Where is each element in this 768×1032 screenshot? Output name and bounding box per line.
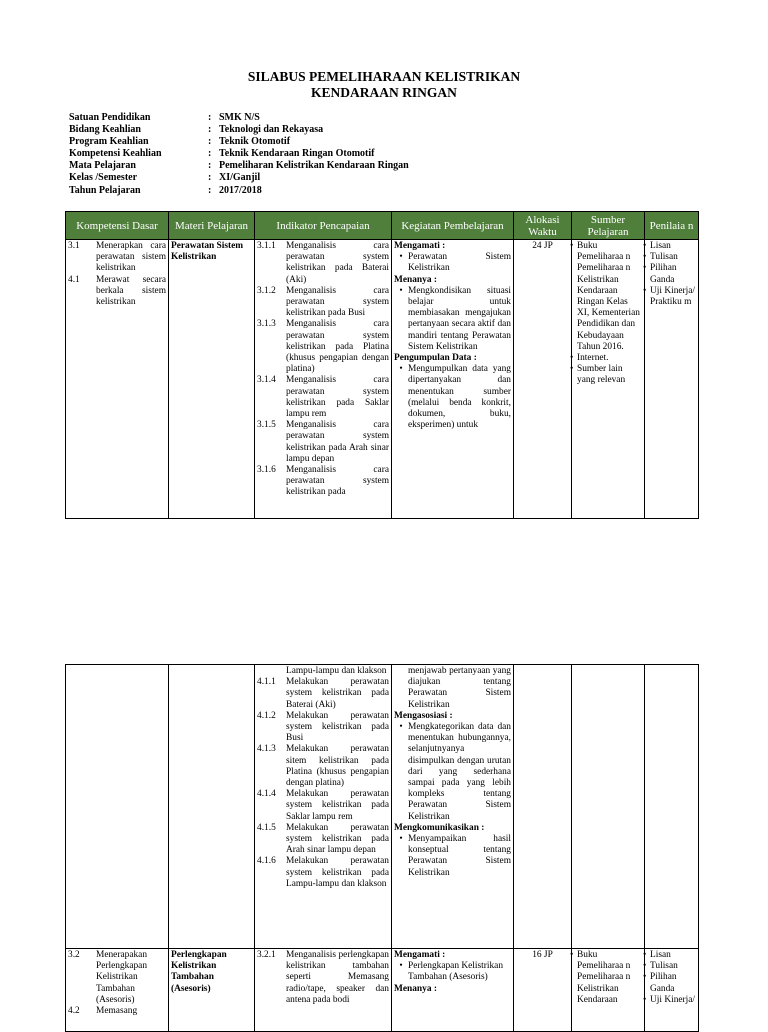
- bullet-icon: •: [643, 950, 647, 960]
- meta-key: Kompetensi Keahlian: [69, 148, 162, 160]
- sumber-cell: [572, 949, 645, 1032]
- indikator-text: Melakukan perawatan system kelistrikan pada Baterai (Aki): [286, 677, 389, 710]
- indikator-item: [257, 823, 389, 857]
- kd-cell: [66, 949, 169, 1032]
- meta-sep: :: [208, 112, 212, 123]
- bullet-icon: •: [570, 364, 574, 375]
- indikator-text: Menganalisis cara perawatan system kelistrikan pada Platina (khusus pengapian dengan platina): [286, 319, 389, 375]
- kegiatan-item: [394, 834, 511, 879]
- penilaian-item: [643, 950, 696, 961]
- indikator-cell: [255, 665, 392, 949]
- table-header-row: [66, 212, 699, 240]
- kegiatan-text: Menyampaikan hasil konseptual tentang Perawatan Sistem Kelistrikan: [408, 834, 511, 878]
- header-indikator: Indikator Pencapaian: [255, 212, 392, 240]
- meta-key: Bidang Keahlian: [69, 124, 141, 136]
- header-alokasi: Alokasi Waktu: [514, 212, 572, 240]
- bullet-icon: •: [643, 972, 647, 983]
- kd-number: 4.1: [68, 274, 80, 285]
- bullet-icon: •: [643, 263, 647, 274]
- meta-row: [69, 160, 409, 172]
- indikator-continuation: Lampu-lampu dan klakson: [286, 666, 387, 676]
- sumber-text: Buku Pemeliharaa n Pemeliharaa n Kelistrikan Kendaraan Ringan Kelas XI, Kementerian Pendidikan dan Kebudayaan Tahun 2016.: [577, 241, 640, 352]
- indikator-number: 4.1.2: [257, 710, 276, 721]
- sumber-text: Internet.: [577, 353, 609, 364]
- bullet-icon: •: [399, 722, 403, 733]
- kegiatan-item: [394, 961, 511, 983]
- kd-text: Memasang: [96, 1006, 138, 1017]
- kegiatan-item: [394, 364, 511, 431]
- penilaian-text: Uji Kinerja/: [650, 994, 696, 1005]
- alokasi-cell: 24 JP: [514, 240, 572, 519]
- bullet-icon: •: [643, 994, 647, 1005]
- indikator-number: 3.1.1: [257, 241, 276, 251]
- meta-key: Tahun Pelajaran: [69, 184, 141, 196]
- indikator-text: Menganalisis cara perawatan system kelistrikan pada Saklar lampu rem: [286, 375, 389, 420]
- bullet-icon: •: [570, 241, 574, 251]
- indikator-text: Melakukan perawatan system kelistrikan pada Busi: [286, 710, 389, 744]
- kd-number: 3.2: [68, 950, 80, 960]
- meta-value: Pemeliharan Kelistrikan Kendaraan Ringan: [219, 160, 409, 172]
- kd-number: 4.2: [68, 1006, 80, 1017]
- table-row: [66, 665, 699, 949]
- header-materi: Materi Pelajaran: [169, 212, 255, 240]
- indikator-text: Menganalisis cara perawatan system kelistrikan pada Arah sinar lampu depan: [286, 420, 389, 464]
- meta-row: [69, 124, 409, 136]
- metadata-block: [69, 112, 409, 197]
- bullet-icon: •: [399, 961, 403, 972]
- indikator-number: 3.1.6: [257, 465, 276, 476]
- kegiatan-item: [394, 286, 511, 353]
- meta-key: Mata Pelajaran: [69, 160, 136, 172]
- bullet-icon: •: [643, 241, 647, 251]
- indikator-text: Menganalisis cara perawatan system kelistrikan pada: [286, 465, 389, 498]
- sumber-item: [570, 364, 642, 386]
- indikator-text: Melakukan perawatan system kelistrikan pada Lampu-lampu dan klakson: [286, 856, 389, 889]
- syllabus-table-page-1: [65, 211, 699, 519]
- indikator-text: Menganalisis cara perawatan system kelistrikan pada Busi: [286, 285, 389, 319]
- bullet-icon: •: [399, 834, 403, 845]
- penilaian-cell: [645, 240, 699, 519]
- indikator-number: 4.1.5: [257, 822, 276, 833]
- indikator-item: [257, 744, 389, 789]
- kegiatan-text: Perlengkapan Kelistrikan Tambahan (Asesoris): [408, 961, 504, 983]
- kd-text: Menerapakan Perlengkapan Kelistrikan Tambahan (Asesoris): [96, 950, 148, 1005]
- meta-sep: :: [208, 184, 212, 196]
- indikator-item: [257, 465, 389, 499]
- kd-item: [68, 241, 166, 275]
- kegiatan-heading-menanya: Menanya :: [394, 983, 437, 994]
- indikator-number: 3.1.3: [257, 319, 276, 330]
- penilaian-text: Pilihan Ganda: [650, 972, 677, 994]
- kd-number: 3.1: [68, 241, 80, 251]
- header-kompetensi-dasar: Kompetensi Dasar: [66, 212, 169, 240]
- indikator-number: 3.1.4: [257, 375, 276, 386]
- indikator-number: 4.1.1: [257, 677, 276, 688]
- penilaian-item: [643, 972, 696, 994]
- indikator-number: 4.1.6: [257, 856, 276, 867]
- meta-row: [69, 185, 409, 197]
- penilaian-text: Lisan: [650, 950, 671, 960]
- kegiatan-heading-menanya: Menanya :: [394, 274, 437, 285]
- alokasi-cell: [514, 665, 572, 949]
- kegiatan-heading-pengumpulan: Pengumpulan Data :: [394, 353, 477, 364]
- document-title: [0, 69, 768, 101]
- indikator-item: [257, 856, 389, 890]
- penilaian-item: [643, 994, 696, 1006]
- indikator-text: Menganalisis cara perawatan system kelistrikan pada Baterai (Aki): [286, 241, 389, 285]
- indikator-item: [257, 789, 389, 823]
- kd-item: [68, 275, 166, 309]
- indikator-cell: [255, 949, 392, 1032]
- sumber-text: Sumber lain yang relevan: [577, 364, 626, 386]
- indikator-text: Melakukan perawatan sitem kelistrikan pada Platina (khusus pengapian dengan platina): [286, 744, 389, 789]
- indikator-item: [257, 420, 389, 465]
- meta-sep: :: [208, 136, 212, 148]
- bullet-icon: •: [570, 950, 574, 960]
- indikator-item: [257, 375, 389, 420]
- kegiatan-text: Mengkategorikan data dan menentukan hubungannya, selanjutnyanya disimpulkan dengan urutan dari yang sederhana sampai pada yang lebih kompleks tentang Perawatan Sistem Kelistrikan: [408, 722, 511, 822]
- indikator-text: Melakukan perawatan system kelistrikan pada Saklar lampu rem: [286, 789, 389, 822]
- penilaian-item: [643, 263, 696, 285]
- indikator-cell: [255, 240, 392, 519]
- meta-key: Program Keahlian: [69, 136, 149, 148]
- sumber-text: Buku Pemeliharaa n Pemeliharaa n Kelistrikan Kendaraan: [577, 950, 631, 1005]
- table-row: [66, 240, 699, 519]
- indikator-item: [257, 711, 389, 745]
- indikator-item: [257, 950, 389, 1006]
- sumber-cell: [572, 665, 645, 949]
- meta-sep: :: [208, 172, 212, 184]
- kegiatan-text: Mengumpulkan data yang dipertanyakan dan menentukan sumber (melalui benda konkrit, dokumen, buku, eksperimen) untuk: [408, 364, 511, 431]
- kegiatan-continuation: menjawab pertanyaan yang diajukan tentang Perawatan Sistem Kelistrikan: [408, 666, 511, 710]
- kd-cell: [66, 240, 169, 519]
- penilaian-cell: [645, 665, 699, 949]
- penilaian-cell: [645, 949, 699, 1032]
- header-penilaian: Penilaia n: [645, 212, 699, 240]
- syllabus-table-page-2: [65, 664, 699, 1032]
- penilaian-text: Pilihan Ganda: [650, 263, 677, 285]
- meta-row: [69, 172, 409, 184]
- meta-value: XI/Ganjil: [219, 172, 261, 184]
- indikator-text: Menganalisis perlengkapan kelistrikan tambahan seperti Memasang radio/tape, speaker dan antena pada bodi: [286, 950, 389, 1005]
- penilaian-item: [643, 241, 696, 252]
- kegiatan-cell: [392, 240, 514, 519]
- indikator-number: 3.2.1: [257, 950, 276, 960]
- bullet-icon: •: [643, 252, 647, 263]
- penilaian-item: [643, 252, 696, 263]
- header-kegiatan: Kegiatan Pembelajaran: [392, 212, 514, 240]
- penilaian-item: [643, 285, 696, 308]
- header-sumber: Sumber Pelajaran: [572, 212, 645, 240]
- kegiatan-heading-mengamati: Mengamati :: [394, 950, 446, 960]
- kd-text: Merawat secara berkala sistem kelistrikan: [96, 274, 166, 308]
- indikator-number: 3.1.2: [257, 285, 276, 296]
- indikator-number: 4.1.3: [257, 744, 276, 755]
- meta-row: [69, 112, 409, 124]
- kegiatan-item: [394, 722, 511, 823]
- penilaian-text: Uji Kinerja/ Praktiku m: [650, 285, 696, 308]
- indikator-number: 4.1.4: [257, 789, 276, 800]
- materi-cell: Perlengkapan Kelistrikan Tambahan (Asesoris): [169, 949, 255, 1032]
- sumber-item: [570, 241, 642, 353]
- bullet-icon: •: [399, 252, 403, 263]
- meta-key: Kelas /Semester: [69, 172, 138, 184]
- meta-value: 2017/2018: [219, 184, 262, 196]
- kegiatan-item: [394, 252, 511, 274]
- indikator-number: 3.1.5: [257, 420, 276, 431]
- meta-sep: :: [208, 148, 212, 160]
- bullet-icon: •: [570, 353, 574, 364]
- meta-value: SMK N/S: [219, 112, 260, 123]
- table-row: [66, 949, 699, 1032]
- title-line-1: SILABUS PEMELIHARAAN KELISTRIKAN: [247, 69, 521, 84]
- bullet-icon: •: [399, 285, 403, 296]
- kegiatan-heading-mengamati: Mengamati :: [394, 241, 446, 251]
- meta-value: Teknik Otomotif: [219, 136, 291, 148]
- materi-cell: Perawatan Sistem Kelistrikan: [169, 240, 255, 519]
- indikator-item: [257, 241, 389, 286]
- materi-cell: [169, 665, 255, 949]
- kegiatan-cell: [392, 665, 514, 949]
- meta-row: [69, 136, 409, 148]
- meta-value: Teknik Kendaraan Ringan Otomotif: [219, 148, 375, 160]
- indikator-text: Melakukan perawatan system kelistrikan pada Arah sinar lampu depan: [286, 822, 389, 856]
- penilaian-text: Lisan: [650, 241, 671, 251]
- sumber-item: [570, 950, 642, 1006]
- penilaian-text: Tulisan: [650, 252, 678, 263]
- kd-text: Menerapkan cara perawatan sistem kelistrikan: [96, 241, 166, 274]
- kegiatan-heading-mengasosiasi: Mengasosiasi :: [394, 710, 453, 721]
- kd-item: [68, 950, 166, 1006]
- kd-cell: [66, 665, 169, 949]
- meta-sep: :: [208, 124, 212, 136]
- title-line-2: KENDARAAN RINGAN: [311, 85, 457, 100]
- kegiatan-text: Mengkondisikan situasi belajar untuk membiasakan mengajukan pertanyaan secara aktif dan mandiri tentang Perawatan Sistem Kelistrikan: [408, 285, 511, 352]
- kd-item: [68, 1006, 166, 1017]
- indikator-item: [257, 677, 389, 711]
- alokasi-cell: 16 JP: [514, 949, 572, 1032]
- penilaian-text: Tulisan: [650, 961, 678, 972]
- bullet-icon: •: [643, 961, 647, 972]
- penilaian-item: [643, 961, 696, 972]
- indikator-item: [257, 286, 389, 320]
- meta-row: [69, 148, 409, 160]
- sumber-cell: [572, 240, 645, 519]
- kegiatan-heading-mengkomunikasikan: Mengkomunikasikan :: [394, 822, 485, 833]
- meta-value: Teknologi dan Rekayasa: [219, 124, 324, 136]
- meta-sep: :: [208, 160, 212, 172]
- kegiatan-cell: [392, 949, 514, 1032]
- indikator-item: [257, 319, 389, 375]
- bullet-icon: •: [643, 285, 647, 296]
- sumber-item: [570, 353, 642, 364]
- meta-key: Satuan Pendidikan: [69, 112, 151, 123]
- bullet-icon: •: [399, 364, 403, 375]
- kegiatan-text: Perawatan Sistem Kelistrikan: [408, 252, 511, 274]
